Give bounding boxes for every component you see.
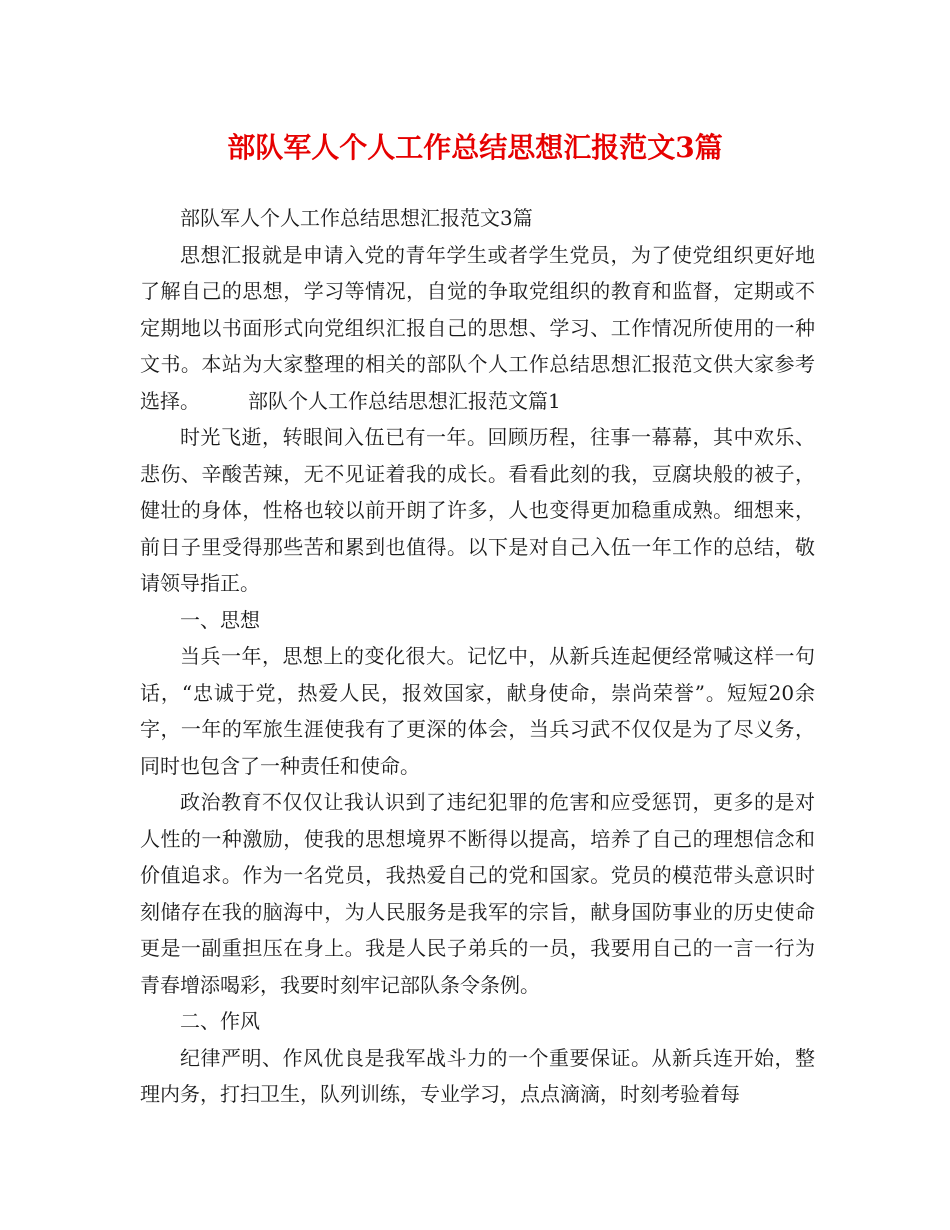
paragraph-style-1: 纪律严明、作风优良是我军战斗力的一个重要保证。从新兵连开始，整理内务，打扫卫生，队列训练，专业学习，点点滴滴，时刻考验着每: [140, 1045, 815, 1106]
heading-thought: 一、思想: [180, 607, 260, 632]
section-heading-article-1: 部队个人工作总结思想汇报范文篇1: [248, 388, 561, 413]
paragraph-intro: [140, 237, 815, 420]
intro-text: 思想汇报就是申请入党的青年学生或者学生党员，为了使党组织更好地了解自己的思想，学习等情况，自觉的争取党组织的教育和监督，定期或不定期地以书面形式向党组织汇报自己的思想、学习、工作情况所使用的一种文书。本站为大家整理的相关的部队个人工作总结思想汇报范文供大家参考选择。: [140, 242, 815, 413]
paragraph-thought-2: 政治教育不仅仅让我认识到了违纪犯罪的危害和应受惩罚，更多的是对人性的一种激励，使我的思想境界不断得以提高，培养了自己的理想信念和价值追求。作为一名党员，我热爱自己的党和国家。党员的模范带头意识时刻储存在我的脑海中，为人民服务是我军的宗旨，献身国防事业的历史使命更是一副重担压在身上。我是人民子弟兵的一员，我要用自己的一言一行为青春增添喝彩，我要时刻牢记部队条令条例。: [140, 790, 815, 997]
heading-style: 二、作风: [180, 1009, 260, 1033]
paragraph-thought-1: 当兵一年，思想上的变化很大。记忆中，从新兵连起便经常喊这样一句话，“忠诚于党，热爱人民，报效国家，献身使命，崇尚荣誉”。短短20余字，一年的军旅生涯使我有了更深的体会，当兵习武不仅仅是为了尽义务，同时也包含了一种责任和使命。: [140, 644, 815, 778]
paragraph-opening: 时光飞逝，转眼间入伍已有一年。回顾历程，往事一幕幕，其中欢乐、悲伤、辛酸苦辣，无不见证着我的成长。看看此刻的我，豆腐块般的被子，健壮的身体，性格也较以前开朗了许多，人也变得更加稳重成熟。细想来，前日子里受得那些苦和累到也值得。以下是对自己入伍一年工作的总结，敬请领导指正。: [140, 425, 815, 595]
document-title: 部队军人个人工作总结思想汇报范文3篇: [227, 131, 723, 164]
document-body: [140, 200, 815, 1113]
paragraph-subtitle: 部队军人个人工作总结思想汇报范文3篇: [180, 206, 533, 230]
